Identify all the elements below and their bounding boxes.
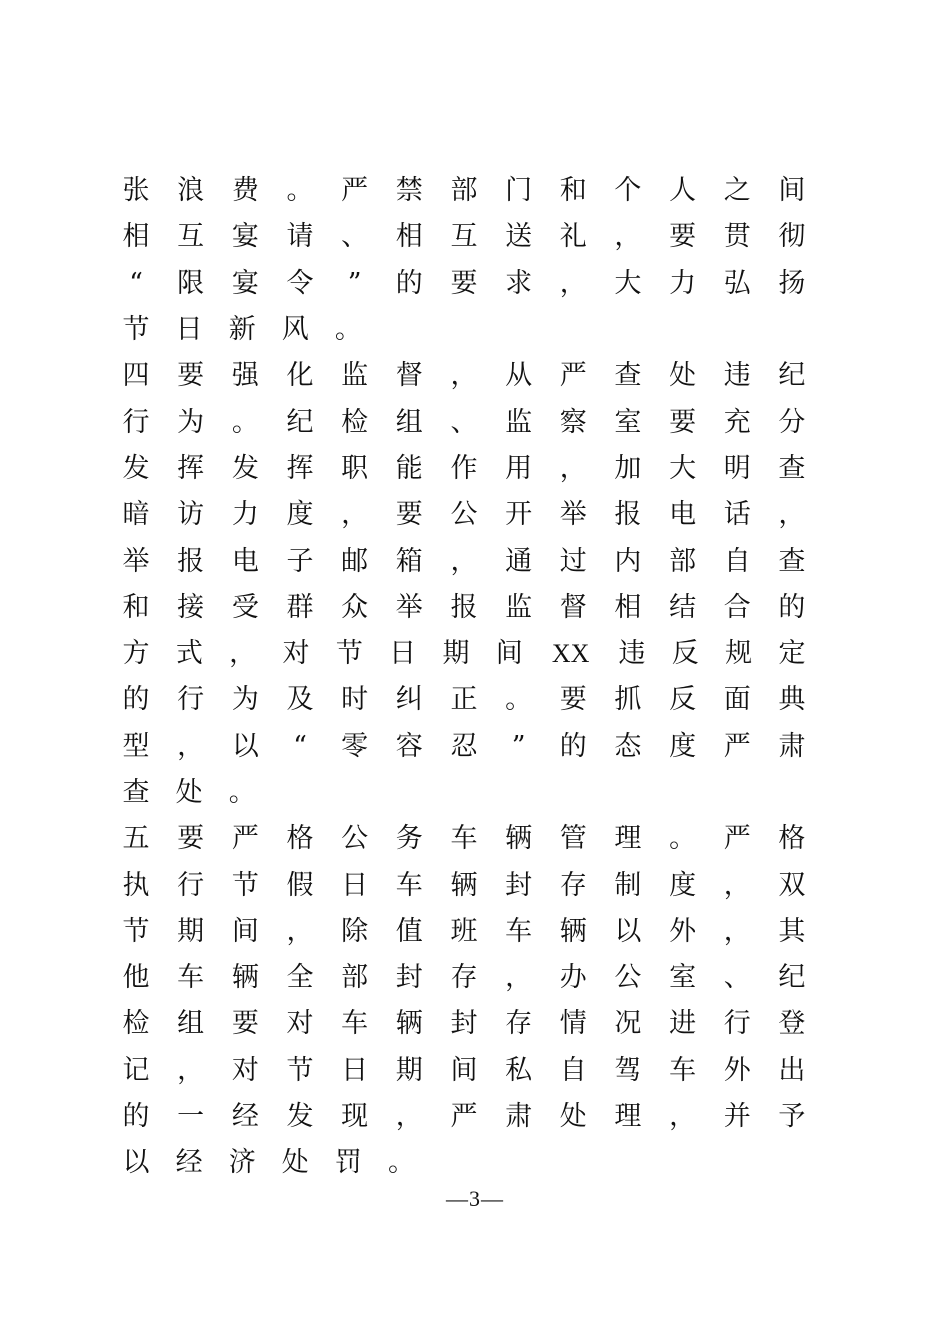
text-glyph: 室 [614,406,642,438]
text-glyph: 五 [122,823,150,855]
text-glyph: 组 [177,1008,205,1040]
text-glyph: ， [450,360,478,392]
text-glyph: 方 [122,638,150,670]
text-glyph: 部 [450,175,478,207]
text-glyph: 力 [669,267,697,299]
text-glyph: 报 [614,499,642,531]
text-glyph: 驾 [614,1054,642,1086]
text-line [122,724,806,770]
text-glyph: 。 [334,314,362,346]
text-glyph: 个 [614,175,642,207]
text-glyph: 行 [723,1008,751,1040]
text-glyph: 间 [778,175,806,207]
text-glyph: 值 [395,915,423,947]
text-glyph: 公 [614,962,642,994]
text-glyph: 互 [450,221,478,253]
text-glyph: ， [341,499,369,531]
text-line [122,862,806,908]
text-glyph: ” [511,730,526,762]
text-glyph: 型 [122,730,150,762]
text-glyph: 制 [614,869,642,901]
text-glyph: 开 [505,499,533,531]
text-glyph: 部 [341,962,369,994]
text-glyph: 格 [286,823,314,855]
text-glyph: 分 [778,406,806,438]
text-line [122,1001,806,1047]
text-glyph: 。 [387,1147,415,1179]
text-glyph: 要 [450,267,478,299]
text-glyph: 访 [177,499,205,531]
text-glyph: 弘 [723,267,751,299]
text-glyph: 辆 [450,869,478,901]
text-glyph: 抓 [614,684,642,716]
text-glyph: 发 [231,452,259,484]
text-glyph: 零 [341,730,369,762]
text-glyph: 礼 [559,221,587,253]
text-glyph: 度 [669,730,697,762]
text-glyph: 定 [778,638,806,670]
text-glyph: 忍 [450,730,478,762]
text-glyph: 挥 [177,452,205,484]
text-glyph: ， [286,915,314,947]
text-glyph: 费 [231,175,259,207]
text-glyph: 处 [559,1101,587,1133]
text-glyph: 出 [778,1054,806,1086]
text-line [122,631,806,677]
text-glyph: 假 [286,869,314,901]
text-glyph: 处 [669,360,697,392]
text-glyph: 进 [669,1008,697,1040]
text-glyph: 为 [231,684,259,716]
text-glyph: 对 [282,638,310,670]
text-glyph: 。 [286,175,314,207]
text-glyph: 部 [669,545,697,577]
text-glyph: ， [559,267,587,299]
text-glyph: 、 [450,406,478,438]
text-glyph: 请 [286,221,314,253]
text-glyph: 期 [395,1054,423,1086]
text-glyph: 报 [450,591,478,623]
text-glyph: ， [723,915,751,947]
text-glyph: 。 [228,777,256,808]
text-glyph: 存 [505,1008,533,1040]
text-glyph: 箱 [395,545,423,577]
text-glyph: ， [778,499,806,531]
text-glyph: 求 [505,267,533,299]
text-glyph: 互 [177,221,205,253]
text-glyph: 相 [122,221,150,253]
text-glyph: 车 [395,869,423,901]
text-glyph: 封 [450,1008,478,1040]
text-glyph: 对 [286,1008,314,1040]
text-glyph: 现 [341,1101,369,1133]
text-glyph: 督 [395,360,423,392]
text-glyph: 全 [286,962,314,994]
text-glyph: 彻 [778,221,806,253]
text-glyph: 要 [669,221,697,253]
text-glyph: 节 [286,1054,314,1086]
text-glyph: 节 [122,314,150,346]
text-glyph: 门 [505,175,533,207]
text-line [122,168,806,214]
text-line [122,307,806,353]
text-glyph: 辆 [559,915,587,947]
text-glyph: 规 [725,638,753,670]
text-line [122,214,806,260]
text-glyph: 期 [177,915,205,947]
text-glyph: 众 [341,591,369,623]
text-glyph: 风 [281,314,309,346]
text-glyph: 大 [614,267,642,299]
text-glyph: 时 [341,684,369,716]
text-glyph: 、 [723,962,751,994]
text-glyph: 的 [559,730,587,762]
text-glyph: 。 [505,684,533,716]
text-glyph: 和 [559,175,587,207]
text-glyph: 反 [669,684,697,716]
text-glyph: 的 [778,591,806,623]
text-glyph: 查 [778,545,806,577]
text-glyph: “ [293,730,307,762]
text-glyph: 和 [122,591,150,623]
text-glyph: 宴 [231,221,259,253]
text-glyph: 严 [450,1101,478,1133]
text-glyph: 并 [723,1101,751,1133]
text-glyph: 强 [231,360,259,392]
text-glyph: 处 [281,1147,309,1179]
text-glyph: “ [129,267,143,299]
text-glyph: 肃 [778,730,806,762]
text-glyph: 严 [341,175,369,207]
text-glyph: 纪 [778,962,806,994]
text-line [122,1094,806,1140]
text-glyph: 挥 [286,452,314,484]
text-glyph: ， [177,730,205,762]
text-glyph: ， [669,1101,697,1133]
text-glyph: 车 [669,1054,697,1086]
text-line [122,399,806,445]
text-line [122,538,806,584]
text-glyph: 违 [723,360,751,392]
text-glyph: 浪 [177,175,205,207]
text-glyph: 加 [614,452,642,484]
text-line [122,770,806,816]
text-glyph: 贯 [723,221,751,253]
text-glyph: 登 [778,1008,806,1040]
text-line [122,1048,806,1094]
text-glyph: 监 [341,360,369,392]
text-glyph: 发 [122,452,150,484]
text-glyph: 封 [395,962,423,994]
text-glyph: 节 [231,869,259,901]
text-glyph: 送 [505,221,533,253]
text-glyph: 电 [231,545,259,577]
text-glyph: 人 [669,175,697,207]
text-glyph: 辆 [231,962,259,994]
text-line [122,816,806,862]
text-glyph: 通 [505,545,533,577]
text-line [122,909,806,955]
text-glyph: 日 [341,869,369,901]
text-glyph: 纪 [778,360,806,392]
text-glyph: 理 [614,1101,642,1133]
text-glyph: 度 [286,499,314,531]
text-glyph: 为 [177,406,205,438]
text-glyph: 暗 [122,499,150,531]
text-glyph: 车 [341,1008,369,1040]
text-glyph: 务 [395,823,423,855]
text-glyph: ， [177,1054,205,1086]
text-glyph: 作 [450,452,478,484]
text-glyph: 纪 [286,406,314,438]
text-glyph: 群 [286,591,314,623]
text-glyph: ， [450,545,478,577]
text-glyph: 正 [450,684,478,716]
text-glyph: 反 [671,638,699,670]
text-glyph: 外 [669,915,697,947]
text-glyph: 罚 [334,1147,362,1179]
text-glyph: 的 [395,267,423,299]
text-glyph: 典 [778,684,806,716]
text-glyph: 除 [341,915,369,947]
text-glyph: 记 [122,1054,150,1086]
text-glyph: 间 [231,915,259,947]
text-glyph: 以 [231,730,259,762]
text-line [122,1140,806,1186]
text-glyph: 要 [231,1008,259,1040]
text-glyph: 一 [177,1101,205,1133]
text-glyph: 举 [395,591,423,623]
text-glyph: 职 [341,452,369,484]
text-glyph: 管 [559,823,587,855]
text-glyph: 禁 [395,175,423,207]
text-glyph: 查 [778,452,806,484]
text-glyph: 报 [177,545,205,577]
text-glyph: 接 [177,591,205,623]
text-glyph: 自 [559,1054,587,1086]
text-glyph: 车 [177,962,205,994]
text-glyph: 张 [122,175,150,207]
text-glyph: 四 [122,360,150,392]
text-glyph: ， [614,221,642,253]
text-glyph: 要 [559,684,587,716]
text-glyph: 内 [614,545,642,577]
text-glyph: 日 [389,638,417,670]
text-glyph: 双 [778,869,806,901]
text-line [122,446,806,492]
text-glyph: 检 [122,1008,150,1040]
text-glyph: 度 [669,869,697,901]
text-glyph: 要 [395,499,423,531]
text-glyph: 严 [723,730,751,762]
text-glyph: 行 [177,869,205,901]
text-glyph: 间 [450,1054,478,1086]
text-glyph: ， [505,962,533,994]
text-line [122,677,806,723]
text-glyph: ， [723,869,751,901]
text-glyph: 他 [122,962,150,994]
text-line [122,353,806,399]
text-glyph: 行 [122,406,150,438]
text-glyph: 辆 [505,823,533,855]
text-glyph: 组 [395,406,423,438]
text-glyph: 力 [231,499,259,531]
text-glyph: 要 [177,360,205,392]
text-glyph: ， [395,1101,423,1133]
text-glyph: 之 [723,175,751,207]
text-glyph: 容 [395,730,423,762]
text-glyph: 以 [614,915,642,947]
text-glyph: 封 [505,869,533,901]
text-glyph: 日 [175,314,203,346]
text-glyph: 、 [341,221,369,253]
text-glyph: XX [551,639,590,669]
text-glyph: 办 [559,962,587,994]
text-glyph: 违 [618,638,646,670]
text-glyph: 行 [177,684,205,716]
text-glyph: 结 [669,591,697,623]
text-glyph: 处 [175,777,203,808]
text-glyph: 电 [669,499,697,531]
text-glyph: 明 [723,452,751,484]
text-line [122,585,806,631]
text-glyph: 的 [122,684,150,716]
text-glyph: 经 [175,1147,203,1179]
text-glyph: 。 [669,823,697,855]
text-glyph: 班 [450,915,478,947]
text-glyph: 纠 [395,684,423,716]
text-glyph: ” [347,267,362,299]
text-glyph: 举 [122,545,150,577]
text-glyph: 格 [778,823,806,855]
text-glyph: 要 [669,406,697,438]
text-glyph: 充 [723,406,751,438]
text-glyph: 过 [559,545,587,577]
text-glyph: 化 [286,360,314,392]
text-glyph: 式 [175,638,203,670]
text-glyph: 车 [505,915,533,947]
text-glyph: 严 [723,823,751,855]
text-glyph: 肃 [505,1101,533,1133]
text-glyph: 辆 [395,1008,423,1040]
text-glyph: 举 [559,499,587,531]
text-glyph: 要 [177,823,205,855]
text-glyph: 私 [505,1054,533,1086]
text-glyph: 令 [286,267,314,299]
text-glyph: 检 [341,406,369,438]
text-glyph: 限 [177,267,205,299]
text-glyph: 公 [341,823,369,855]
text-glyph: 的 [122,1101,150,1133]
text-glyph: 子 [286,545,314,577]
text-glyph: 话 [723,499,751,531]
text-glyph: 严 [231,823,259,855]
page-number: —3— [446,1186,504,1211]
text-glyph: 其 [778,915,806,947]
text-glyph: 经 [231,1101,259,1133]
text-glyph: 日 [341,1054,369,1086]
text-glyph: 查 [122,777,150,808]
text-glyph: 间 [495,638,523,670]
text-glyph: 用 [505,452,533,484]
text-glyph: 能 [395,452,423,484]
text-glyph: 相 [614,591,642,623]
text-glyph: 节 [122,915,150,947]
text-line [122,955,806,1001]
text-glyph: 节 [335,638,363,670]
text-line [122,261,806,307]
text-glyph: 邮 [341,545,369,577]
text-glyph: 查 [614,360,642,392]
text-glyph: 大 [669,452,697,484]
text-glyph: 车 [450,823,478,855]
text-glyph: 从 [505,360,533,392]
text-glyph: 室 [669,962,697,994]
text-glyph: 况 [614,1008,642,1040]
text-glyph: 及 [286,684,314,716]
text-glyph: 发 [286,1101,314,1133]
text-glyph: 督 [559,591,587,623]
text-glyph: 相 [395,221,423,253]
text-glyph: 外 [723,1054,751,1086]
text-glyph: 监 [505,591,533,623]
text-glyph: 期 [442,638,470,670]
text-glyph: 扬 [778,267,806,299]
text-glyph: 对 [231,1054,259,1086]
text-glyph: 新 [228,314,256,346]
text-glyph: 合 [723,591,751,623]
body-text [122,168,806,1187]
text-glyph: ， [229,638,257,670]
text-glyph: 执 [122,869,150,901]
text-glyph: 予 [778,1101,806,1133]
text-glyph: 存 [450,962,478,994]
text-glyph: 自 [723,545,751,577]
text-glyph: 受 [231,591,259,623]
text-glyph: 监 [505,406,533,438]
text-line [122,492,806,538]
text-glyph: 宴 [231,267,259,299]
text-glyph: 严 [559,360,587,392]
text-glyph: 面 [723,684,751,716]
text-glyph: ， [559,452,587,484]
text-glyph: 公 [450,499,478,531]
text-glyph: 察 [559,406,587,438]
text-glyph: 以 [122,1147,150,1179]
text-glyph: 济 [228,1147,256,1179]
text-glyph: 情 [559,1008,587,1040]
text-glyph: 理 [614,823,642,855]
text-glyph: 存 [559,869,587,901]
text-glyph: 态 [614,730,642,762]
text-glyph: 。 [231,406,259,438]
